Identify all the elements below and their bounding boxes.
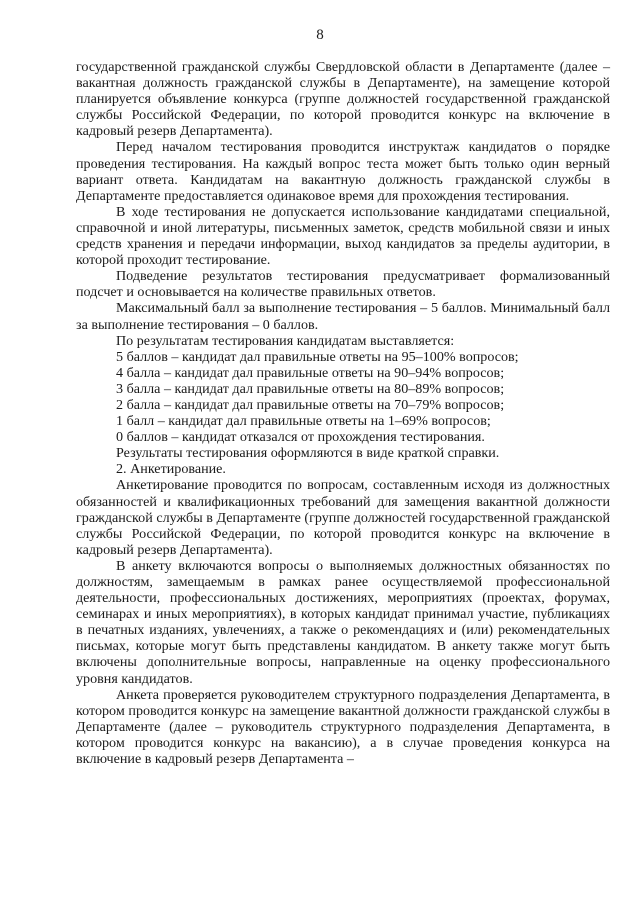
scoring-item-5: 5 баллов – кандидат дал правильные ответы на 95–100% вопросов; bbox=[116, 348, 519, 365]
page-number: 8 bbox=[316, 27, 324, 43]
paragraph-4: Подведение результатов тестирования предусматривает формализованный подсчет и основывается на количестве правильных ответов. bbox=[76, 268, 610, 301]
scoring-item-1: 1 балл – кандидат дал правильные ответы на 1–69% вопросов; bbox=[116, 413, 491, 430]
scoring-intro: По результатам тестирования кандидатам выставляется: bbox=[116, 332, 455, 349]
paragraph-5: Максимальный балл за выполнение тестирования – 5 баллов. Минимальный балл за выполнение тестирования – 0 баллов. bbox=[76, 300, 610, 333]
section-heading-questionnaire: 2. Анкетирование. bbox=[116, 461, 226, 478]
paragraph-3: В ходе тестирования не допускается использование кандидатами специальной, справочной и иной литературы, письменных заметок, средств мобильной связи и иных средств хранения и передачи информации, выход кандидатов за пределы аудитории, в которой проходит тестирование. bbox=[76, 203, 610, 269]
scoring-item-3: 3 балла – кандидат дал правильные ответы на 80–89% вопросов; bbox=[116, 380, 505, 397]
paragraph-questionnaire-1: Анкетирование проводится по вопросам, составленным исходя из должностных обязанностей и квалификационных требований для замещения вакантной должности гражданской службы в Департаменте (группе должностей государственной гражданской службы Российской Федерации, по которой проводится конкурс на включение в кадровый резерв Департамента). bbox=[76, 477, 610, 558]
results-note: Результаты тестирования оформляются в виде краткой справки. bbox=[116, 445, 500, 462]
paragraph-2: Перед началом тестирования проводится инструктаж кандидатов о порядке проведения тестирования. На каждый вопрос теста может быть только один верный вариант ответа. Кандидатам на вакантную должность гражданской службы в Департаменте предоставляется одинаковое время для прохождения тестирования. bbox=[76, 139, 610, 204]
scoring-item-2: 2 балла – кандидат дал правильные ответы на 70–79% вопросов; bbox=[116, 396, 505, 413]
paragraph-questionnaire-2: В анкету включаются вопросы о выполняемых должностных обязанностях по должностям, замещаемым в рамках ранее осуществляемой профессиональной деятельности, профессиональных достижениях, мероприятиях (проектах, форумах, семинарах и иных мероприятиях), в которых кандидат принимал участие, публикациях в печатных изданиях, увлечениях, а также о рекомендациях и (или) рекомендательных письмах, которые могут быть представлены кандидатом. В анкету также могут быть включены дополнительные вопросы, направленные на оценку профессионального уровня кандидатов. bbox=[76, 557, 610, 687]
scoring-item-4: 4 балла – кандидат дал правильные ответы на 90–94% вопросов; bbox=[116, 364, 505, 381]
document-body bbox=[76, 59, 610, 767]
paragraph-questionnaire-3: Анкета проверяется руководителем структурного подразделения Департамента, в котором проводится конкурс на замещение вакантной должности гражданской службы в Департаменте (далее – руководитель структурного подразделения Департамента, в котором проводится конкурс на вакансию), а в случае проведения конкурса на включение в кадровый резерв Департамента – bbox=[76, 686, 610, 768]
paragraph-1: государственной гражданской службы Свердловской области в Департаменте (далее – вакантная должность гражданской службы в Департаменте), на замещение которой планируется объявление конкурса (группе должностей государственной гражданской службы Российской Федерации, по которой проводится конкурс на включение в кадровый резерв Департамента). bbox=[76, 59, 610, 140]
scoring-item-0: 0 баллов – кандидат отказался от прохождения тестирования. bbox=[116, 429, 485, 446]
